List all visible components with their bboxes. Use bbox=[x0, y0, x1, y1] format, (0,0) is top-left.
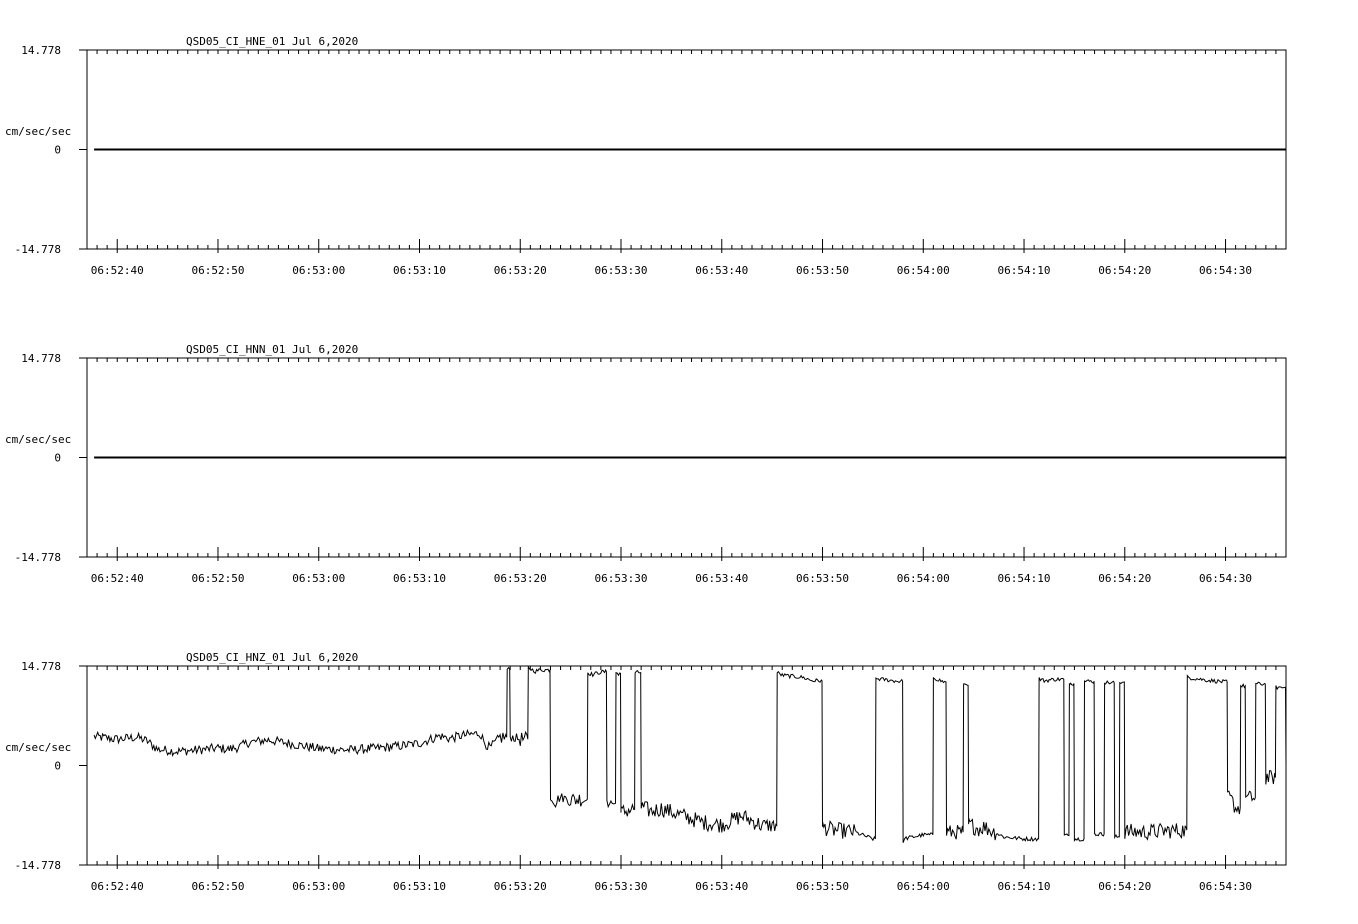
y-axis-label: cm/sec/sec bbox=[5, 433, 72, 446]
plot-frame bbox=[87, 666, 1286, 865]
x-tick-label: 06:53:10 bbox=[393, 572, 446, 585]
panel-title: QSD05_CI_HNE_01 Jul 6,2020 bbox=[186, 35, 359, 48]
y-tick-label: 0 bbox=[54, 451, 61, 465]
x-tick-label: 06:54:20 bbox=[1098, 264, 1152, 277]
x-tick-label: 06:53:00 bbox=[292, 880, 346, 893]
y-tick-label: 0 bbox=[54, 143, 61, 157]
x-tick-label: 06:54:30 bbox=[1199, 880, 1253, 893]
panel-title: QSD05_CI_HNN_01 Jul 6,2020 bbox=[186, 343, 359, 356]
x-tick-label: 06:53:00 bbox=[292, 264, 346, 277]
x-tick-label: 06:54:00 bbox=[896, 264, 950, 277]
x-tick-label: 06:52:50 bbox=[191, 880, 245, 893]
x-tick-label: 06:54:00 bbox=[896, 880, 950, 893]
panel-title: QSD05_CI_HNZ_01 Jul 6,2020 bbox=[186, 651, 359, 664]
x-tick-label: 06:52:40 bbox=[90, 880, 144, 893]
x-tick-label: 06:52:50 bbox=[191, 572, 245, 585]
waveform-trace bbox=[94, 667, 1286, 843]
x-tick-label: 06:53:30 bbox=[594, 880, 648, 893]
x-tick-label: 06:53:00 bbox=[292, 572, 346, 585]
x-tick-label: 06:53:50 bbox=[796, 572, 850, 585]
x-tick-label: 06:53:40 bbox=[695, 264, 749, 277]
x-tick-label: 06:53:20 bbox=[493, 880, 547, 893]
x-tick-label: 06:52:40 bbox=[90, 264, 144, 277]
x-tick-label: 06:54:10 bbox=[997, 572, 1051, 585]
y-tick-label: 0 bbox=[54, 759, 61, 773]
x-tick-label: 06:53:20 bbox=[493, 572, 547, 585]
x-tick-label: 06:54:30 bbox=[1199, 572, 1253, 585]
x-tick-label: 06:52:40 bbox=[90, 572, 144, 585]
x-tick-label: 06:53:10 bbox=[393, 264, 446, 277]
panel-hne bbox=[5, 35, 1286, 277]
x-tick-label: 06:53:30 bbox=[594, 572, 648, 585]
x-tick-label: 06:54:30 bbox=[1199, 264, 1253, 277]
x-tick-label: 06:54:20 bbox=[1098, 880, 1152, 893]
x-tick-label: 06:53:50 bbox=[796, 880, 850, 893]
x-tick-label: 06:53:30 bbox=[594, 264, 648, 277]
x-tick-label: 06:54:10 bbox=[997, 880, 1051, 893]
panel-hnn bbox=[5, 343, 1286, 585]
x-tick-label: 06:53:40 bbox=[695, 880, 749, 893]
y-tick-label: 14.778 bbox=[21, 44, 61, 57]
x-tick-label: 06:52:50 bbox=[191, 264, 245, 277]
panel-hnz bbox=[5, 651, 1286, 893]
y-tick-label: -14.778 bbox=[14, 551, 61, 564]
y-tick-label: 14.778 bbox=[21, 352, 61, 365]
y-axis-label: cm/sec/sec bbox=[5, 125, 72, 138]
x-tick-label: 06:53:10 bbox=[393, 880, 446, 893]
y-tick-label: -14.778 bbox=[14, 859, 61, 872]
x-tick-label: 06:54:00 bbox=[896, 572, 950, 585]
y-tick-label: 14.778 bbox=[21, 660, 61, 673]
x-tick-label: 06:54:10 bbox=[997, 264, 1051, 277]
y-tick-label: -14.778 bbox=[14, 243, 61, 256]
x-tick-label: 06:53:50 bbox=[796, 264, 850, 277]
x-tick-label: 06:53:20 bbox=[493, 264, 547, 277]
x-tick-label: 06:54:20 bbox=[1098, 572, 1152, 585]
x-tick-label: 06:53:40 bbox=[695, 572, 749, 585]
y-axis-label: cm/sec/sec bbox=[5, 741, 72, 754]
